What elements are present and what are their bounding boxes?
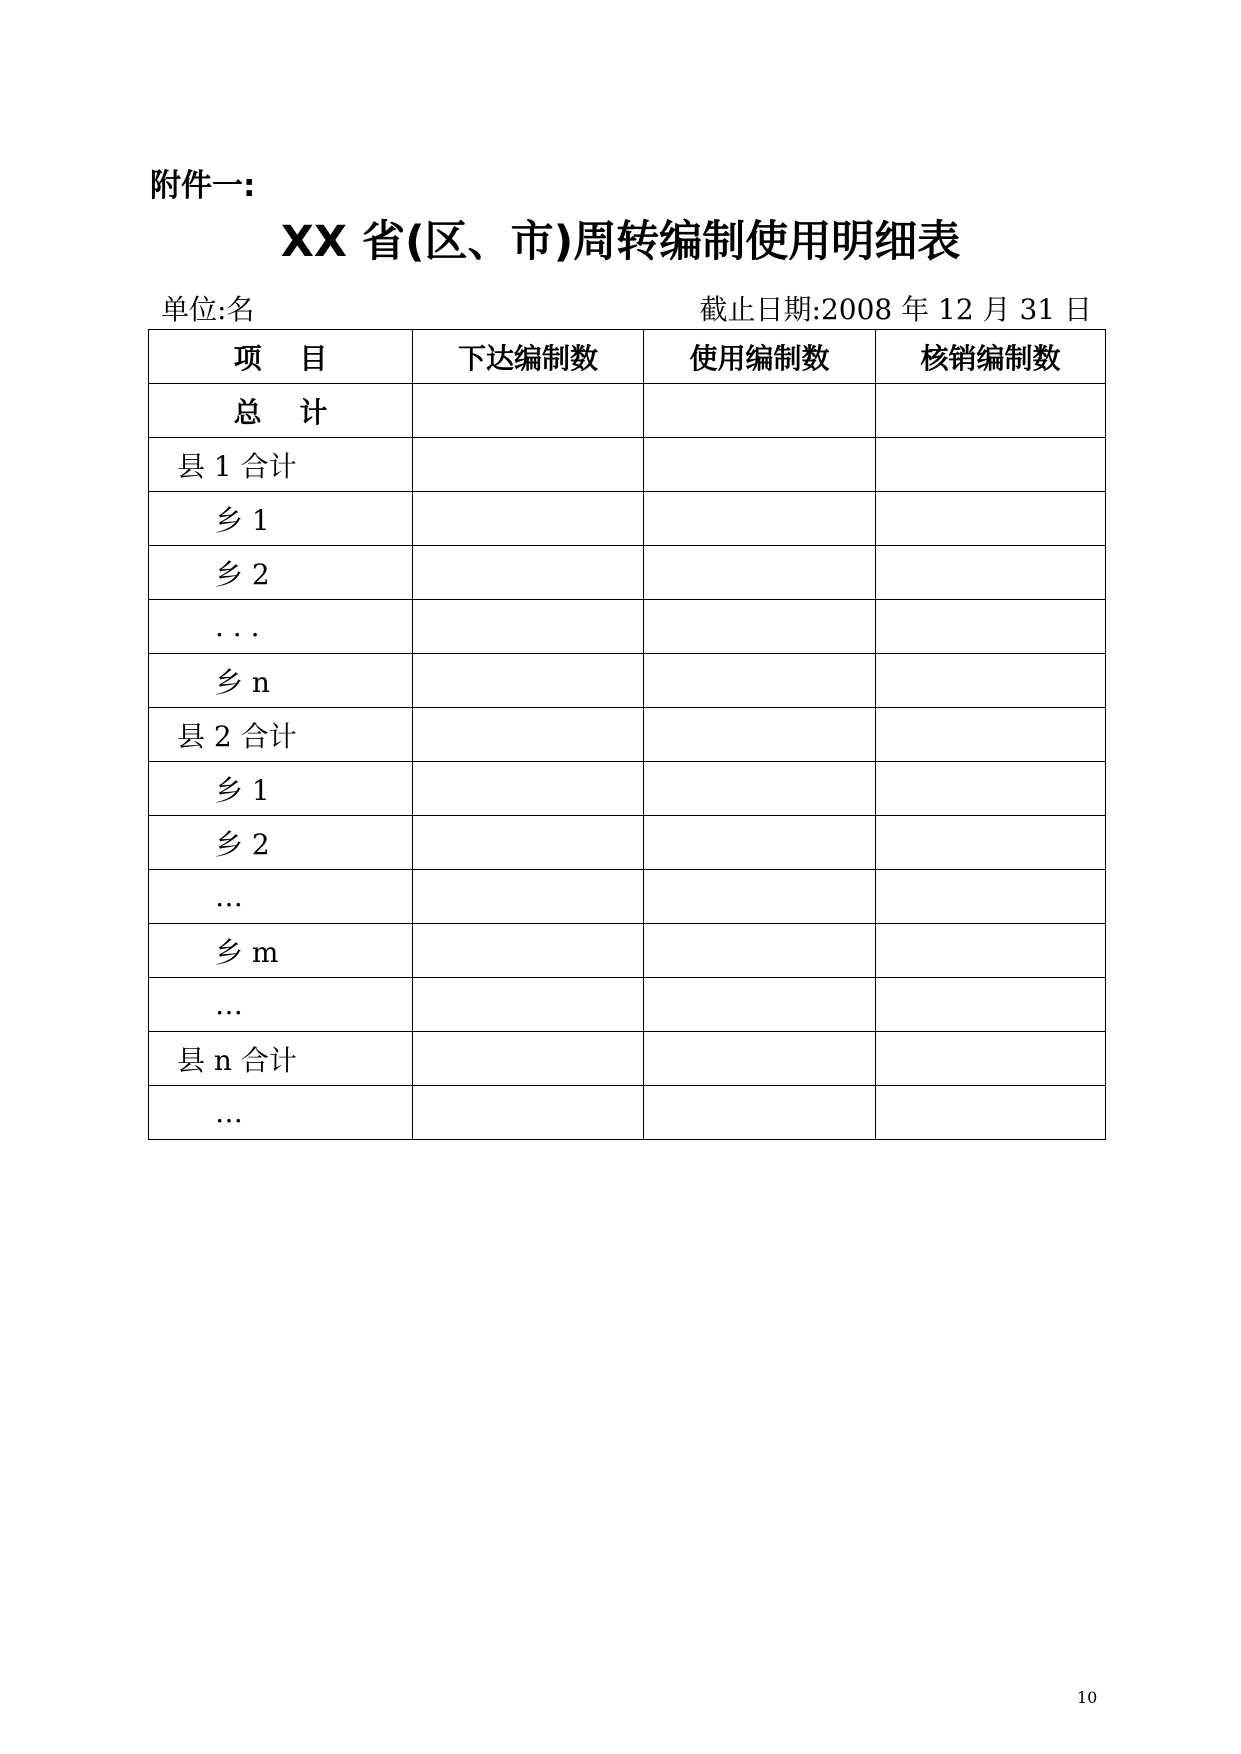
row-used xyxy=(644,870,876,924)
row-issued xyxy=(413,1086,644,1140)
table-row xyxy=(149,492,1106,546)
table-row xyxy=(149,816,1106,870)
row-used xyxy=(644,438,876,492)
row-issued xyxy=(413,924,644,978)
unit-label: 单位:名 xyxy=(161,293,255,326)
row-writeoff xyxy=(876,978,1106,1032)
row-item: … xyxy=(149,1086,413,1140)
row-issued xyxy=(413,978,644,1032)
row-used xyxy=(644,1032,876,1086)
row-item: . . . xyxy=(149,600,413,654)
row-item: 乡 m xyxy=(149,924,413,978)
row-issued xyxy=(413,654,644,708)
table-row xyxy=(149,438,1106,492)
row-writeoff xyxy=(876,492,1106,546)
row-issued xyxy=(413,546,644,600)
row-item: 县 1 合计 xyxy=(149,438,413,492)
row-writeoff xyxy=(876,924,1106,978)
row-writeoff xyxy=(876,384,1106,438)
row-used xyxy=(644,816,876,870)
page-number: 10 xyxy=(1077,1688,1098,1707)
row-used xyxy=(644,654,876,708)
table-row xyxy=(149,546,1106,600)
row-item: … xyxy=(149,870,413,924)
row-issued xyxy=(413,438,644,492)
row-writeoff xyxy=(876,1086,1106,1140)
row-issued xyxy=(413,708,644,762)
row-item: 乡 2 xyxy=(149,546,413,600)
row-item: 县 n 合计 xyxy=(149,1032,413,1086)
row-item: 乡 1 xyxy=(149,492,413,546)
row-item: 乡 n xyxy=(149,654,413,708)
header-issued: 下达编制数 xyxy=(413,330,644,384)
row-used xyxy=(644,546,876,600)
row-item: 县 2 合计 xyxy=(149,708,413,762)
row-item: 总 计 xyxy=(149,384,413,438)
row-issued xyxy=(413,600,644,654)
row-used xyxy=(644,492,876,546)
detail-table-container xyxy=(148,329,1105,1140)
row-issued xyxy=(413,870,644,924)
row-used xyxy=(644,600,876,654)
table-row xyxy=(149,978,1106,1032)
row-writeoff xyxy=(876,546,1106,600)
row-writeoff xyxy=(876,762,1106,816)
row-issued xyxy=(413,1032,644,1086)
table-header-row xyxy=(149,330,1106,384)
row-item: … xyxy=(149,978,413,1032)
table-row xyxy=(149,600,1106,654)
table-row xyxy=(149,1032,1106,1086)
row-used xyxy=(644,384,876,438)
row-writeoff xyxy=(876,870,1106,924)
header-used: 使用编制数 xyxy=(644,330,876,384)
document-title: XX 省(区、市)周转编制使用明细表 xyxy=(280,217,961,267)
row-item: 乡 1 xyxy=(149,762,413,816)
row-issued xyxy=(413,492,644,546)
row-writeoff xyxy=(876,1032,1106,1086)
deadline-label: 截止日期:2008 年 12 月 31 日 xyxy=(699,293,1092,326)
table-row xyxy=(149,762,1106,816)
row-writeoff xyxy=(876,708,1106,762)
row-issued xyxy=(413,762,644,816)
table-row xyxy=(149,870,1106,924)
table-row xyxy=(149,708,1106,762)
row-used xyxy=(644,924,876,978)
row-writeoff xyxy=(876,816,1106,870)
row-writeoff xyxy=(876,654,1106,708)
row-issued xyxy=(413,384,644,438)
row-issued xyxy=(413,816,644,870)
row-writeoff xyxy=(876,438,1106,492)
row-used xyxy=(644,708,876,762)
row-used xyxy=(644,978,876,1032)
row-used xyxy=(644,762,876,816)
detail-table xyxy=(148,329,1106,1140)
table-row xyxy=(149,924,1106,978)
table-row xyxy=(149,1086,1106,1140)
row-item: 乡 2 xyxy=(149,816,413,870)
header-item: 项 目 xyxy=(149,330,413,384)
attachment-label: 附件一: xyxy=(150,168,256,204)
table-row xyxy=(149,654,1106,708)
table-row xyxy=(149,384,1106,438)
header-writeoff: 核销编制数 xyxy=(876,330,1106,384)
row-used xyxy=(644,1086,876,1140)
row-writeoff xyxy=(876,600,1106,654)
